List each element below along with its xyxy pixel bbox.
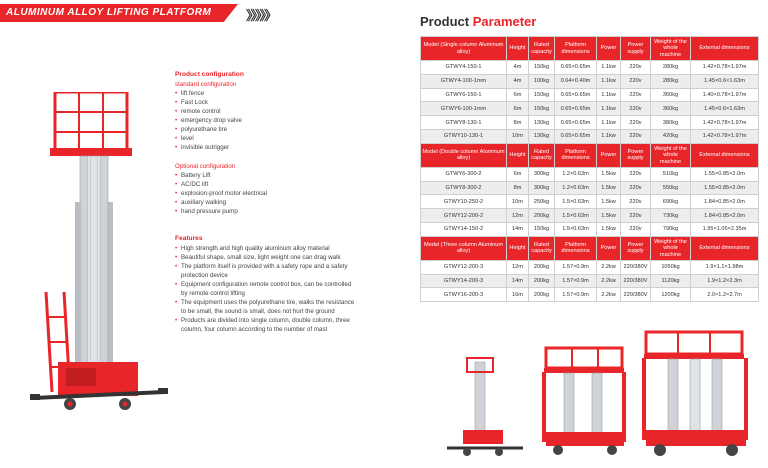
config-item: • polyurethane tire — [175, 125, 355, 134]
table-cell: 280kg — [651, 74, 691, 88]
chevron-decoration-icon: 》》》》》 — [246, 8, 276, 23]
table-header-cell: Power supply — [621, 37, 651, 61]
table-header-cell: Rated capacity — [529, 37, 555, 61]
table-header-cell: Power supply — [621, 143, 651, 167]
table-row — [421, 288, 759, 302]
table-cell: 150kg — [529, 222, 555, 236]
table-cell: 1.1kw — [597, 129, 621, 143]
table-cell: 10m — [507, 129, 529, 143]
table-cell: GTWY14-200-3 — [421, 274, 507, 288]
table-cell: 2.2kw — [597, 260, 621, 274]
table-cell: 220v — [621, 74, 651, 88]
table-header-cell: Weight of the whole machine — [651, 143, 691, 167]
table-cell: 8m — [507, 116, 529, 130]
double-column-lift-image — [540, 346, 630, 458]
table-cell: 1.55×0.85×2.0m — [691, 181, 759, 195]
table-cell: 12m — [507, 209, 529, 223]
table-header-row — [421, 37, 759, 61]
table-row — [421, 195, 759, 209]
table-header-cell: Power — [597, 143, 621, 167]
table-cell: 2.0×1.2×2.7m — [691, 288, 759, 302]
table-row — [421, 260, 759, 274]
table-cell: 0.65×0.65m — [555, 129, 597, 143]
table-cell: 16m — [507, 288, 529, 302]
table-cell: GTWY6-100-1mm — [421, 102, 507, 116]
table-cell: 1.45×0.6×1.63m — [691, 102, 759, 116]
table-row — [421, 129, 759, 143]
config-item: • lift fence — [175, 89, 355, 98]
table-cell: 250kg — [529, 195, 555, 209]
table-cell: 220v — [621, 195, 651, 209]
table-header-cell: Weight of the whole machine — [651, 236, 691, 260]
table-header-cell: Platform dimensions — [555, 236, 597, 260]
table-cell: 790kg — [651, 222, 691, 236]
table-cell: 1.42×0.78×1.97m — [691, 116, 759, 130]
optional-item: • auxiliary walking — [175, 198, 355, 207]
table-header-cell: Weight of the whole machine — [651, 37, 691, 61]
specs-column — [175, 70, 355, 334]
title-word-parameter: Parameter — [472, 14, 537, 29]
table-row — [421, 102, 759, 116]
table-cell: 1.1kw — [597, 88, 621, 102]
table-cell: 1.1kw — [597, 61, 621, 75]
table-cell: 0.65×0.65m — [555, 102, 597, 116]
table-cell: 1.5kw — [597, 209, 621, 223]
table-cell: 0.65×0.65m — [555, 88, 597, 102]
table-cell: 1.40×0.78×1.97m — [691, 88, 759, 102]
feature-item: • High strength and high quality aluminum alloy material — [175, 244, 355, 253]
feature-item: • Equipment configuration remote control box, can be controlled by remote control lifting — [175, 280, 355, 298]
table-cell: 1.57×0.9m — [555, 260, 597, 274]
table-cell: GTWY12-200-2 — [421, 209, 507, 223]
table-cell: 100kg — [529, 74, 555, 88]
table-cell: 550kg — [651, 181, 691, 195]
table-cell: 300kg — [529, 167, 555, 181]
title-word-product: Product — [420, 14, 470, 29]
table-header-row — [421, 236, 759, 260]
table-cell: 150kg — [529, 88, 555, 102]
optional-title: Optional configuration — [175, 163, 236, 170]
table-row — [421, 116, 759, 130]
config-item: • invisible outrigger — [175, 143, 355, 152]
table-cell: 380kg — [651, 116, 691, 130]
table-cell: 1.5×0.63m — [555, 222, 597, 236]
table-cell: 1.5kw — [597, 195, 621, 209]
table-cell: 2.2kw — [597, 288, 621, 302]
table-cell: 1.1kw — [597, 116, 621, 130]
table-row — [421, 61, 759, 75]
table-row — [421, 74, 759, 88]
table-cell: 14m — [507, 222, 529, 236]
table-row — [421, 88, 759, 102]
table-cell: GTWY6-150-1 — [421, 88, 507, 102]
table-header-cell: Height — [507, 143, 529, 167]
table-cell: 730kg — [651, 209, 691, 223]
table-header-cell: Height — [507, 236, 529, 260]
parameter-table — [420, 36, 759, 302]
table-row — [421, 181, 759, 195]
three-column-lift-image — [640, 330, 752, 458]
table-cell: 1.84×0.85×2.0m — [691, 209, 759, 223]
table-header-cell: Rated capacity — [529, 236, 555, 260]
table-cell: 1120kg — [651, 274, 691, 288]
table-cell: 1.2×0.63m — [555, 167, 597, 181]
table-cell: 2.2kw — [597, 274, 621, 288]
feature-item: • Products are divided into single column, double column, three column, four column according to the number of mast — [175, 316, 355, 334]
table-cell: 1.1kw — [597, 102, 621, 116]
banner-title: ALUMINUM ALLOY LIFTING PLATFORM — [6, 7, 212, 18]
table-cell: GTWY10-130-1 — [421, 129, 507, 143]
table-header-row — [421, 143, 759, 167]
table-cell: 220v — [621, 116, 651, 130]
table-header-cell: Platform dimensions — [555, 143, 597, 167]
table-cell: 360kg — [651, 102, 691, 116]
table-cell: 220v — [621, 167, 651, 181]
table-cell: GTWY8-130-1 — [421, 116, 507, 130]
table-cell: 220/380V — [621, 260, 651, 274]
table-cell: 10m — [507, 195, 529, 209]
config-item: • remote control — [175, 107, 355, 116]
table-cell: 1.42×0.78×1.97m — [691, 129, 759, 143]
table-row — [421, 222, 759, 236]
table-cell: GTWY6-300-2 — [421, 167, 507, 181]
product-parameter-title — [420, 14, 536, 29]
table-cell: 1.84×0.85×2.0m — [691, 195, 759, 209]
table-cell: 1.95×1.05×2.35m — [691, 222, 759, 236]
table-cell: 690kg — [651, 195, 691, 209]
table-cell: GTWY16-200-3 — [421, 288, 507, 302]
table-cell: 14m — [507, 274, 529, 288]
table-cell: GTWY8-300-2 — [421, 181, 507, 195]
table-cell: 1.45×0.6×1.63m — [691, 74, 759, 88]
table-cell: 0.64×0.40m — [555, 74, 597, 88]
table-cell: 280kg — [651, 61, 691, 75]
table-cell: 220v — [621, 88, 651, 102]
table-cell: 1200kg — [651, 288, 691, 302]
table-row — [421, 167, 759, 181]
table-cell: 220v — [621, 61, 651, 75]
single-column-lift-image — [445, 356, 525, 458]
table-cell: 1.1kw — [597, 74, 621, 88]
table-header-cell: Rated capacity — [529, 143, 555, 167]
optional-item: • explosion-proof motor electrical — [175, 189, 355, 198]
feature-item: • Beautiful shape, small size, light weight one can drag walk — [175, 253, 355, 262]
table-cell: 1.9×1.1×1.98m — [691, 260, 759, 274]
table-cell: 200kg — [529, 274, 555, 288]
table-cell: 300kg — [529, 181, 555, 195]
table-cell: GTWY12-200-3 — [421, 260, 507, 274]
lift-platform-illustration — [30, 92, 170, 422]
optional-item: • hand pressure pump — [175, 207, 355, 216]
table-cell: 4m — [507, 61, 529, 75]
table-cell: 200kg — [529, 288, 555, 302]
table-cell: 1.5×0.63m — [555, 209, 597, 223]
table-cell: 0.65×0.65m — [555, 61, 597, 75]
table-cell: 1050kg — [651, 260, 691, 274]
table-cell: 220/380V — [621, 274, 651, 288]
table-header-cell: Model (Double column Aluminum alloy) — [421, 143, 507, 167]
table-cell: 1.2×0.63m — [555, 181, 597, 195]
table-cell: 220v — [621, 209, 651, 223]
table-row — [421, 274, 759, 288]
table-cell: 1.57×0.9m — [555, 288, 597, 302]
table-cell: 4m — [507, 74, 529, 88]
table-header-cell: Model (Single column Aluminum alloy) — [421, 37, 507, 61]
table-cell: 1.5kw — [597, 167, 621, 181]
title-banner — [0, 4, 330, 22]
table-header-cell: External dimensions — [691, 143, 759, 167]
table-cell: 1.55×0.85×2.0m — [691, 167, 759, 181]
table-cell: 510kg — [651, 167, 691, 181]
table-cell: 1.5kw — [597, 181, 621, 195]
table-header-cell: Model (Three column Aluminum alloy) — [421, 236, 507, 260]
table-cell: 6m — [507, 88, 529, 102]
table-header-cell: External dimensions — [691, 236, 759, 260]
table-cell: 6m — [507, 167, 529, 181]
table-row — [421, 209, 759, 223]
config-subtitle: standard configuration — [175, 81, 237, 88]
table-cell: 0.65×0.65m — [555, 116, 597, 130]
table-cell: 6m — [507, 102, 529, 116]
features-title: Features — [175, 235, 203, 242]
table-cell: GTWY4-100-1mm — [421, 74, 507, 88]
table-cell: 360kg — [651, 88, 691, 102]
table-cell: GTWY14-150-2 — [421, 222, 507, 236]
table-cell: GTWY4-150-1 — [421, 61, 507, 75]
table-cell: 220/380V — [621, 288, 651, 302]
config-item: • Fast Lock — [175, 98, 355, 107]
table-cell: 150kg — [529, 61, 555, 75]
optional-item: • Battery Lift — [175, 171, 355, 180]
table-cell: 420kg — [651, 129, 691, 143]
table-cell: 1.5kw — [597, 222, 621, 236]
table-header-cell: Platform dimensions — [555, 37, 597, 61]
table-header-cell: External dimensions — [691, 37, 759, 61]
table-cell: 130kg — [529, 129, 555, 143]
config-item: • emergency drop valve — [175, 116, 355, 125]
table-cell: 1.42×0.78×1.97m — [691, 61, 759, 75]
table-cell: 1.9×1.2×2.3m — [691, 274, 759, 288]
optional-item: • AC/DC lift — [175, 180, 355, 189]
table-cell: 130kg — [529, 116, 555, 130]
table-cell: 150kg — [529, 102, 555, 116]
table-cell: 1.57×0.9m — [555, 274, 597, 288]
table-cell: 220v — [621, 181, 651, 195]
config-item: • level — [175, 134, 355, 143]
table-cell: 220v — [621, 102, 651, 116]
table-header-cell: Power — [597, 37, 621, 61]
table-cell: 220v — [621, 129, 651, 143]
feature-item: • The platform itself is provided with a safety rope and a safety protection device — [175, 262, 355, 280]
table-cell: 12m — [507, 260, 529, 274]
table-header-cell: Power — [597, 236, 621, 260]
table-header-cell: Height — [507, 37, 529, 61]
table-cell: 200kg — [529, 209, 555, 223]
table-cell: GTWY10-250-2 — [421, 195, 507, 209]
config-title: Product configuration — [175, 71, 244, 78]
table-cell: 8m — [507, 181, 529, 195]
table-header-cell: Power supply — [621, 236, 651, 260]
table-cell: 1.5×0.63m — [555, 195, 597, 209]
feature-item: • The equipment uses the polyurethane tire, walks the resistance to be small, the sound is small, does not hurt the ground — [175, 298, 355, 316]
table-cell: 200kg — [529, 260, 555, 274]
table-cell: 220v — [621, 222, 651, 236]
